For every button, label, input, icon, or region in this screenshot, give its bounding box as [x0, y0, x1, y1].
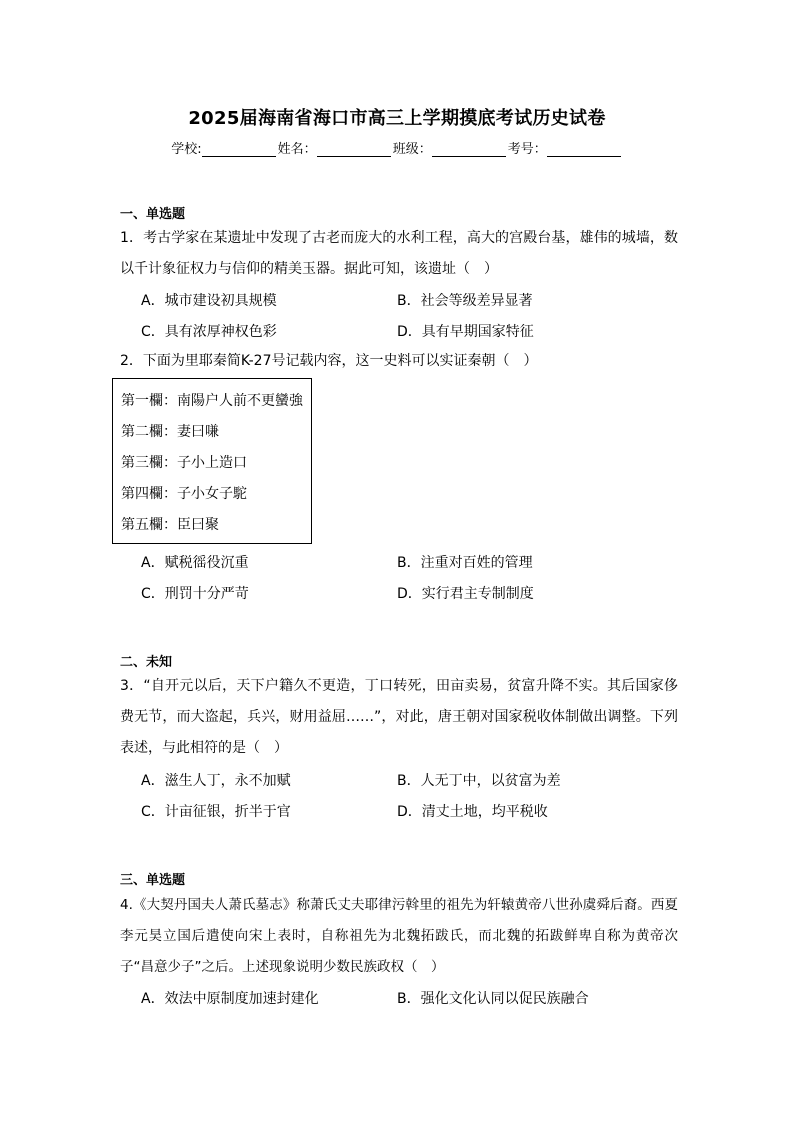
question-4-option-a: A．效法中原制度加速封建化 [141, 991, 319, 1007]
exam-title: 2025届海南省海口市高三上学期摸底考试历史试卷 [188, 108, 606, 129]
question-4-option-b: B．强化文化认同以促民族融合 [397, 991, 589, 1007]
question-2-text: 2．下面为里耶秦简K-27号记载内容，这一史料可以实证秦朝（ ） [120, 353, 538, 369]
question-2-option-d: D．实行君主专制制度 [397, 586, 534, 602]
slip-line: 第一欄：南陽户人前不更蠻強 [121, 393, 303, 409]
school-label: 学校: [171, 142, 202, 157]
question-2-option-b: B．注重对百姓的管理 [397, 555, 533, 571]
slip-line: 第四欄：子小女子駝 [121, 486, 247, 502]
slip-line: 第三欄：子小上造口 [121, 455, 247, 471]
section-heading: 一、单选题 [120, 207, 186, 222]
student-info-line [0, 138, 794, 157]
name-blank [317, 142, 391, 157]
class-blank [432, 142, 506, 157]
question-1-text: 1．考古学家在某遗址中发现了古老而庞大的水利工程，高大的宫殿台基，雄伟的城墙，数以千计象征权力与信仰的精美玉器。据此可知，该遗址（ ） [120, 230, 678, 277]
question-3-text: 3．“自开元以后，天下户籍久不更造，丁口转死，田亩卖易，贫富升降不实。其后国家侈费无节，而大盗起，兵兴，财用益屈……”，对此，唐王朝对国家税收体制做出调整。下列表述，与此相符的是（ ） [120, 678, 678, 756]
question-4-text: 4.《大契丹国夫人萧氏墓志》称萧氏丈夫耶律污斡里的祖先为轩辕黄帝八世孙虞舜后裔。西夏李元昊立国后遣使向宋上表时，自称祖先为北魏拓跋氏，而北魏的拓跋鲜卑自称为黄帝次子“昌意少子”之后。上述现象说明少数民族政权（ ） [120, 897, 678, 975]
qin-slip-box [112, 378, 312, 544]
question-1-option-b: B．社会等级差异显著 [397, 293, 533, 309]
exam-no-label: 考号： [507, 142, 547, 157]
question-1-option-c: C．具有浓厚神权色彩 [141, 324, 277, 340]
question-1-option-a: A．城市建设初具规模 [141, 293, 277, 309]
exam-no-blank [547, 142, 621, 157]
section-heading: 二、未知 [120, 655, 173, 670]
school-blank [202, 142, 276, 157]
question-3-option-b: B．人无丁中，以贫富为差 [397, 773, 561, 789]
slip-line: 第五欄：臣曰聚 [121, 517, 219, 533]
question-2-option-c: C．刑罚十分严苛 [141, 586, 249, 602]
question-2-option-a: A．赋税徭役沉重 [141, 555, 249, 571]
name-label: 姓名： [277, 142, 317, 157]
question-3-option-a: A．滋生人丁，永不加赋 [141, 773, 291, 789]
question-3-option-d: D．清丈土地，均平税收 [397, 804, 548, 820]
class-label: 班级： [392, 142, 432, 157]
slip-line: 第二欄：妻曰嗛 [121, 424, 219, 440]
section-heading: 三、单选题 [120, 873, 186, 888]
question-1-option-d: D．具有早期国家特征 [397, 324, 534, 340]
question-3-option-c: C．计亩征银，折半于官 [141, 804, 291, 820]
